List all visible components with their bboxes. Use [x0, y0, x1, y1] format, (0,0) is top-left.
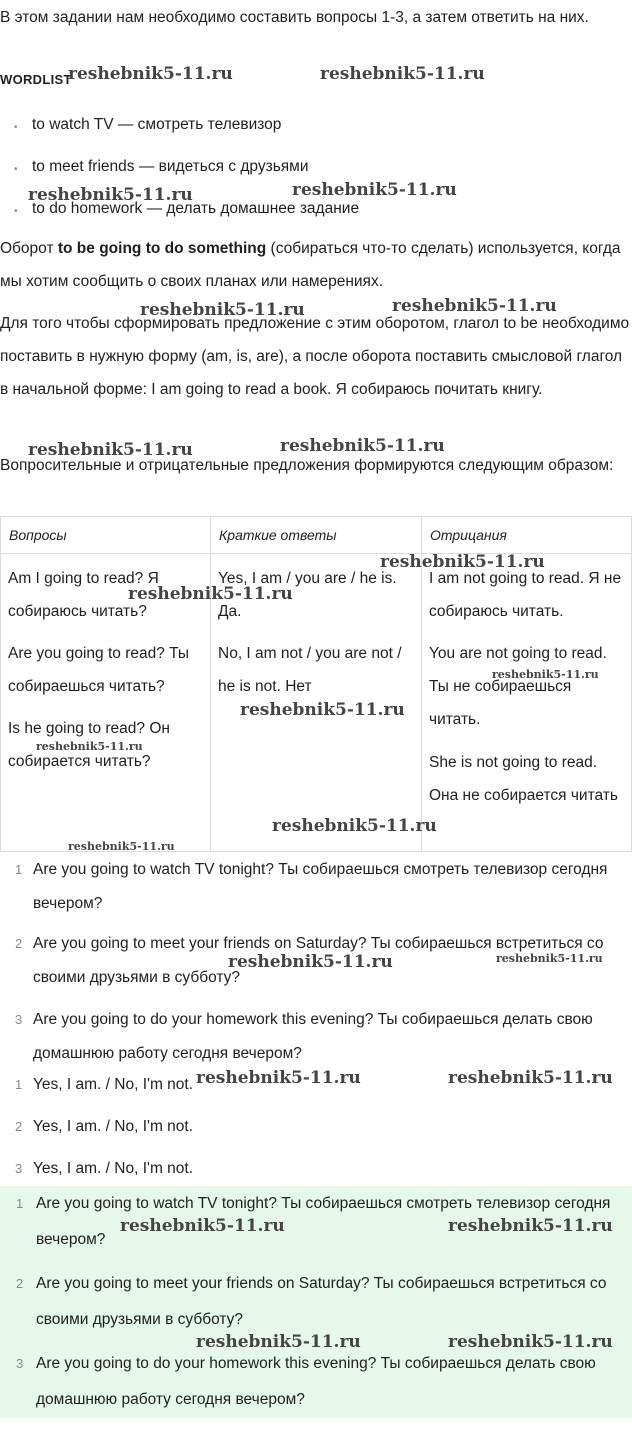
- watermark: reshebnik5-11.ru: [68, 64, 233, 84]
- watermark: reshebnik5-11.ru: [496, 952, 603, 965]
- list-number: 3: [16, 1356, 24, 1371]
- wordlist-item: • to watch TV — смотреть телевизор: [32, 116, 281, 134]
- table-cell: You are not going to read. Ты не собираешься читать.: [429, 645, 607, 728]
- paragraph-going-to: Оборот to be going to do something (собираться что-то сделать) используется, когда мы хотим сообщить о своих планах или намерениях.: [0, 240, 621, 290]
- watermark: reshebnik5-11.ru: [380, 552, 545, 572]
- watermark: reshebnik5-11.ru: [292, 180, 457, 200]
- table-cell: She is not going to read. Она не собирается читать: [429, 754, 618, 804]
- intro-text: В этом задании нам необходимо составить вопросы 1-3, а затем ответить на них.: [0, 9, 589, 26]
- list-item: Are you going to do your homework this evening? Ты собираешься делать свою домашнюю работу сегодня вечером?: [36, 1355, 596, 1408]
- list-item: Yes, I am. / No, I'm not.: [33, 1160, 194, 1177]
- watermark: reshebnik5-11.ru: [448, 1216, 613, 1236]
- watermark: reshebnik5-11.ru: [36, 740, 143, 753]
- watermark: reshebnik5-11.ru: [28, 185, 193, 205]
- watermark: reshebnik5-11.ru: [272, 816, 437, 836]
- list-number: 2: [15, 936, 23, 951]
- header-negations: Отрицания: [430, 527, 507, 543]
- table-cell: Are you going to read? Ты собираешься читать?: [8, 645, 190, 695]
- list-number: 3: [15, 1012, 23, 1027]
- list-item: Are you going to meet your friends on Saturday? Ты собираешься встретиться со своими друзьями в субботу?: [33, 935, 604, 986]
- table-cell: I am not going to read. Я не собираюсь читать.: [429, 570, 622, 620]
- list-item: Are you going to do your homework this evening? Ты собираешься делать свою домашнюю работу сегодня вечером?: [33, 1011, 593, 1062]
- table-cell: Is he going to read? Он собирается читать?: [8, 720, 170, 770]
- list-item: Yes, I am. / No, I'm not.: [33, 1118, 194, 1135]
- watermark: reshebnik5-11.ru: [228, 952, 393, 972]
- watermark: reshebnik5-11.ru: [448, 1332, 613, 1352]
- watermark: reshebnik5-11.ru: [320, 64, 485, 84]
- watermark: reshebnik5-11.ru: [240, 700, 405, 720]
- watermark: reshebnik5-11.ru: [280, 436, 445, 456]
- watermark: reshebnik5-11.ru: [196, 1332, 361, 1352]
- list-number: 2: [16, 1276, 24, 1291]
- table-cell: No, I am not / you are not / he is not. Нет: [218, 645, 402, 695]
- watermark: reshebnik5-11.ru: [128, 584, 293, 604]
- list-number: 1: [15, 862, 23, 877]
- table-cell: Yes, I am / you are / he is. Да.: [218, 570, 397, 620]
- watermark: reshebnik5-11.ru: [448, 1068, 613, 1088]
- list-number: 1: [15, 1077, 23, 1092]
- header-short-answers: Краткие ответы: [219, 527, 337, 543]
- watermark: reshebnik5-11.ru: [392, 296, 557, 316]
- watermark: reshebnik5-11.ru: [120, 1216, 285, 1236]
- table-cell: Am I going to read? Я собираюсь читать?: [8, 570, 159, 620]
- wordlist-item: • to do homework — делать домашнее задание: [32, 200, 359, 218]
- watermark: reshebnik5-11.ru: [492, 668, 599, 681]
- wordlist-title: WORDLIST: [0, 72, 72, 87]
- wordlist-item: • to meet friends — видеться с друзьями: [32, 158, 309, 176]
- list-item: Are you going to watch TV tonight? Ты собираешься смотреть телевизор сегодня вечером?: [36, 1195, 611, 1248]
- watermark: reshebnik5-11.ru: [68, 840, 175, 853]
- watermark: reshebnik5-11.ru: [140, 300, 305, 320]
- watermark: reshebnik5-11.ru: [28, 440, 193, 460]
- list-number: 2: [15, 1119, 23, 1134]
- list-item: Yes, I am. / No, I'm not.: [33, 1076, 194, 1093]
- list-item: Are you going to meet your friends on Saturday? Ты собираешься встретиться со своими друзьями в субботу?: [36, 1275, 607, 1328]
- paragraph-questions: Вопросительные и отрицательные предложения формируются следующим образом:: [0, 457, 614, 474]
- watermark: reshebnik5-11.ru: [196, 1068, 361, 1088]
- list-number: 1: [16, 1196, 24, 1211]
- list-number: 3: [15, 1161, 23, 1176]
- header-questions: Вопросы: [9, 527, 67, 543]
- list-item: Are you going to watch TV tonight? Ты собираешься смотреть телевизор сегодня вечером?: [33, 861, 608, 912]
- paragraph-formation: Для того чтобы сформировать предложение с этим оборотом, глагол to be необходимо поставить в нужную форму (am, is, are), а после оборота поставить смысловой глагол в начальной форме: I am going to read a book. Я собираюсь почитать книгу.: [0, 315, 630, 398]
